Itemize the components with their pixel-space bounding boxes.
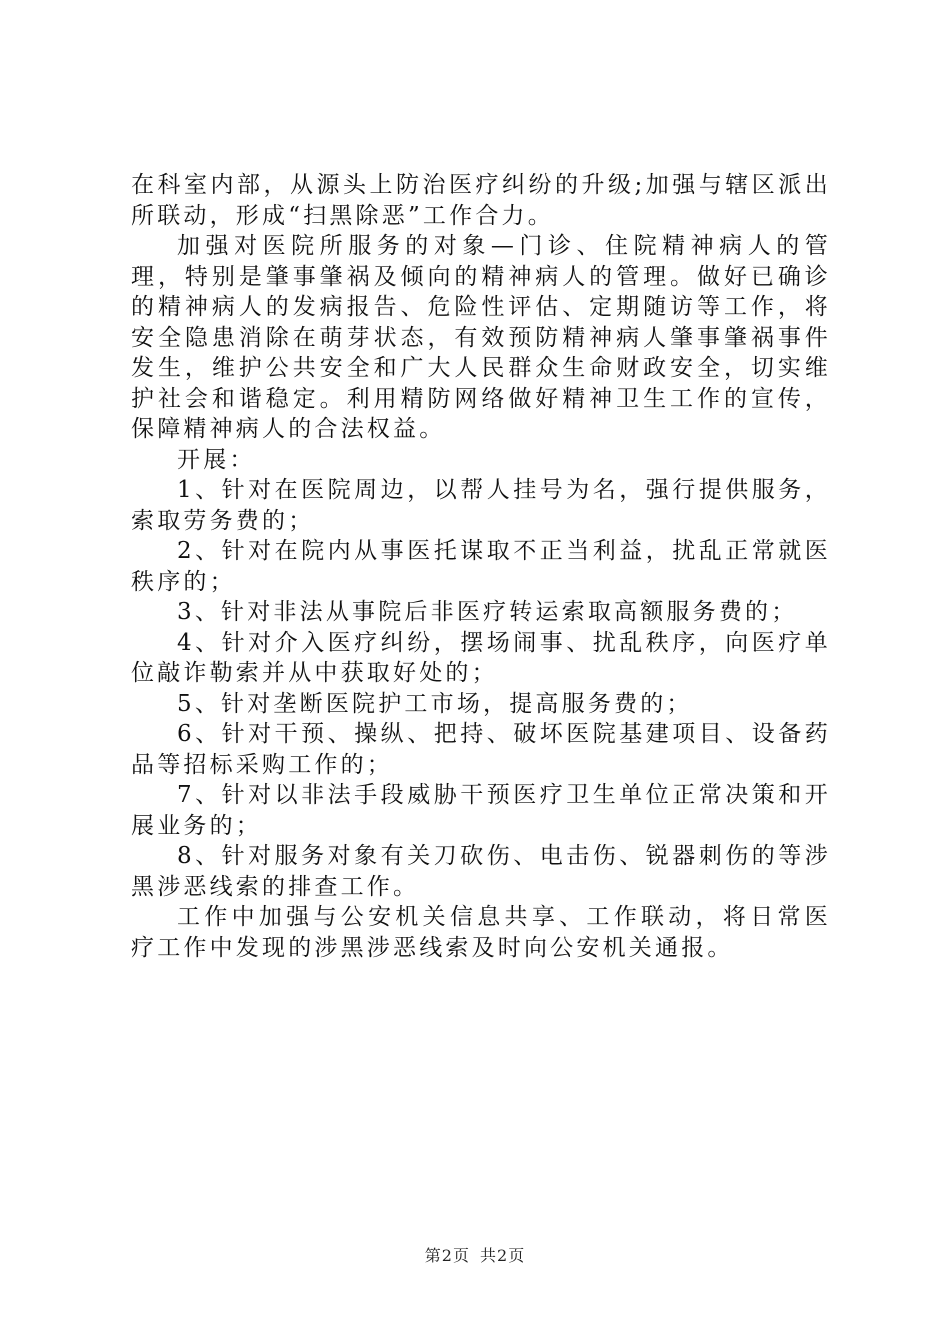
list-item-5: 5、针对垄断医院护工市场，提高服务费的； — [177, 690, 693, 717]
list-item-6: 6、针对干预、操纵、把持、破坏医院基建项目、设备药品等招标采购工作的； — [131, 721, 831, 778]
paragraph-kaizhan-heading: 开展： — [177, 446, 256, 473]
list-item-2: 2、针对在院内从事医托谋取不正当利益，扰乱正常就医秩序的； — [131, 538, 831, 595]
list-item-4: 4、针对介入医疗纠纷，摆场闹事、扰乱秩序，向医疗单位敲诈勒索并从中获取好处的； — [131, 629, 831, 686]
paragraph-continuation: 在科室内部，从源头上防治医疗纠纷的升级;加强与辖区派出所联动，形成“扫黑除恶”工作合力。 — [131, 172, 831, 229]
list-item-7: 7、针对以非法手段威胁干预医疗卫生单位正常决策和开展业务的； — [131, 782, 831, 839]
list-item-3: 3、针对非法从事院后非医疗转运索取高额服务费的； — [177, 599, 798, 625]
paragraph-closing: 工作中加强与公安机关信息共享、工作联动，将日常医疗工作中发现的涉黑涉恶线索及时向公安机关通报。 — [131, 904, 831, 961]
page-footer — [0, 1243, 950, 1266]
list-item-8: 8、针对服务对象有关刀砍伤、电击伤、锐器刺伤的等涉黑涉恶线索的排查工作。 — [131, 843, 831, 900]
page-total: 共2页 — [480, 1246, 526, 1265]
list-item-1: 1、针对在医院周边，以帮人挂号为名，强行提供服务，索取劳务费的； — [131, 477, 831, 534]
document-body — [131, 170, 831, 963]
paragraph-patient-management: 加强对医院所服务的对象—门诊、住院精神病人的管理，特别是肇事肇祸及倾向的精神病人的管理。做好已确诊的精神病人的发病报告、危险性评估、定期随访等工作，将安全隐患消除在萌芽状态，有效预防精神病人肇事肇祸事件发生，维护公共安全和广大人民群众生命财政安全，切实维护社会和谐稳定。利用精防网络做好精神卫生工作的宣传，保障精神病人的合法权益。 — [131, 233, 831, 442]
page-number: 第2页 — [424, 1246, 470, 1265]
